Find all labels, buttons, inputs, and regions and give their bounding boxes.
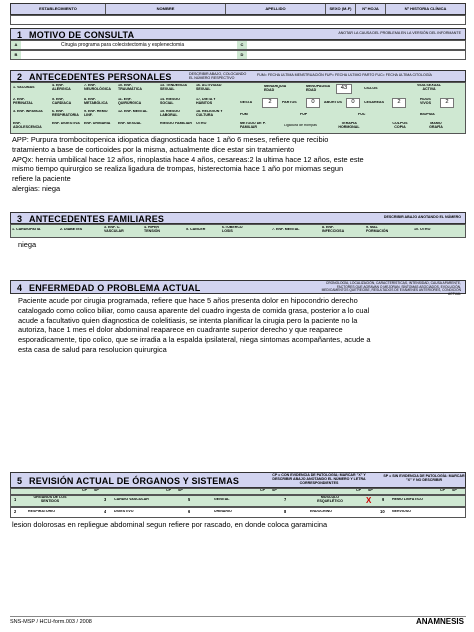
s2-text-line: tratamiento a base de corticoides por la misma, actualmente dice estar sin tratamiento [12, 144, 295, 154]
s3-number: 3 [17, 214, 23, 224]
s5-cp-label: CP [166, 489, 171, 492]
s3-item: 3. ENF. C. VASCULAR [104, 226, 124, 233]
col-nombre: NOMBRE [106, 4, 226, 14]
gyn-gestas-label: GESTA [240, 101, 253, 104]
s5-note-2: SP = SIN EVIDENCIA DE PATOLOGÍA: MARCAR "X" Y NO DESCRIBIR [383, 474, 465, 482]
s3-item: 10. OTRO [414, 228, 431, 231]
s5-note-1: CP = CON EVIDENCIA DE PATOLOGÍA: MARCAR "X" Y DESCRIBIR ABAJO ANOTANDO EL NÚMERO Y LETRA CORRESPONDIENTES [272, 473, 366, 485]
gyn-hijos-value[interactable]: 2 [440, 98, 454, 108]
s2-header [10, 70, 466, 82]
s5-item-name: GENITAL [214, 498, 230, 501]
s5-sp-label: SP [368, 489, 373, 492]
gyn-metodo-label: MÉTODO DE P. FAMILIAR [240, 122, 266, 129]
gyn-metodo-note[interactable]: Ligadura de trompas [284, 124, 317, 127]
s4-text-line: Paciente acude por cirugia programada, refiere que hace 5 años presenta dolor en hipocondrio derecho [18, 296, 358, 305]
s2-note-2: FUM= FECHA ULTIMA MENSTRUACIÓN FUP= FECHA ULTIMO PARTO FUC= FECHA ULTIMA CITOLOGÍA [257, 73, 432, 77]
s5-mark-x[interactable]: X [366, 496, 372, 505]
s5-item-num: 1 [14, 498, 17, 502]
s5-item-num: 9 [382, 498, 385, 502]
s5-cp-label: CP [356, 489, 361, 492]
s4-number: 4 [17, 283, 23, 293]
s2-r3c4: 12. ENF. MENTAL [118, 110, 148, 113]
col-hoja: Nº HOJA [356, 4, 386, 14]
s4-text-line: acude a facultativo quien diagnostica de colelitiasis, se intenta planificar la cirugia pero la paciente no la [18, 315, 358, 325]
gyn-menopausia-value[interactable]: 43 [336, 84, 352, 94]
s5-sp-label: SP [272, 489, 277, 492]
s1-row-a [10, 40, 466, 50]
footer-title: ANAMNESIS [415, 617, 464, 626]
s3-item: 5. CÁNCER [186, 228, 206, 231]
s5-cp-label: CP [260, 489, 265, 492]
gyn-abortos-value[interactable]: 0 [346, 98, 360, 108]
s4-text-line: autoriza, hace 1 mes el dolor abdominal reaparece en cuadrante superior derecho y que reaparece [18, 325, 343, 335]
footer-divider [10, 616, 466, 617]
s2-r1c2: 4. ENF. ALÉRGICA [52, 84, 71, 91]
s2-r4c4: ENF. SEXUAL [118, 122, 142, 125]
s5-colhead [10, 488, 466, 495]
s2-r4c6: OTRO [196, 122, 207, 125]
s2-r4c5: RIESGO FAMILIAR [160, 122, 192, 125]
s3-item: 7. ENF. MENTAL [272, 228, 300, 231]
s2-number: 2 [17, 72, 23, 82]
s1-title: MOTIVO DE CONSULTA [29, 30, 135, 40]
s2-r2c1: 2. ENF. PERINATAL [13, 98, 34, 105]
s4-text-line: esta casa de salud para resolucion quirurgica [18, 344, 167, 354]
s2-text-line: refiere la paciente [12, 174, 71, 184]
s2-r4c1: ENF. ADOLESCENCIA [13, 122, 42, 129]
col-sexo: SEXO (M-F) [326, 4, 356, 14]
s3-item: 1. CARDIOPATÍA [12, 228, 41, 231]
s3-item: 4. HIPER TENSIÓN [144, 226, 160, 233]
s2-r2c4: 11. ENF. QUIRÚRGICA [118, 98, 142, 105]
gyn-vida-sexual-label: VIDA SEXUAL ACTIVA [416, 84, 442, 91]
gyn-biopsia-label: BIOPSIA [420, 113, 435, 116]
s5-sp-label: SP [452, 489, 457, 492]
s1-row-a-value[interactable]: Cirugia programa para colecistectomia y esplenectomia [61, 42, 185, 48]
s5-item-num: 8 [284, 510, 287, 514]
footer-form-code: SNS-MSP / HCU-form.003 / 2008 [10, 619, 92, 625]
gyn-mamo-label: MAMO GRAFÍA [429, 122, 443, 129]
s1-row-b [10, 50, 466, 60]
s5-sp-label: SP [94, 489, 99, 492]
s5-cp-label: CP [82, 489, 87, 492]
s2-r2c6: 17. DIETA Y HÁBITOS [196, 98, 216, 105]
gyn-cesareas-value[interactable]: 2 [392, 98, 406, 108]
s2-text-line: APQx: hernia umbilical hace 12 años, rinoplastia hace 4 años, cesareas:2 la ultima hace 12 años, este este [12, 154, 364, 164]
s2-r2c2: 5. ENF. CARDÍACA [52, 98, 72, 105]
s5-title: REVISIÓN ACTUAL DE ÓRGANOS Y SISTEMAS [29, 476, 240, 486]
s2-r1c5: 13. TENDENCIA SEXUAL [160, 84, 187, 91]
col-establecimiento: ESTABLECIMIENTO [11, 4, 106, 14]
s5-item-num: 2 [14, 510, 17, 514]
s5-item-name: NERVIOSO [392, 510, 411, 513]
s2-text-line: APP: Purpura trombocitopenica idiopatica diagnosticada hace 1 año 6 meses, refiere que recibio [12, 135, 329, 144]
gyn-colpo-label: COLPOS COPIA [392, 122, 408, 129]
s5-item-name: RESPIRATORIO [28, 510, 56, 513]
s2-r3c1: 3. ENF. INFANCIA [13, 110, 43, 113]
s3-item: 8. ENF. INFECCIOSA [322, 226, 345, 233]
s3-note: DESCRIBIR ABAJO ANOTANDO EL NÚMERO [383, 215, 461, 219]
s5-number: 5 [17, 476, 23, 486]
s5-item-name: MÚSCULO ESQUELÉTICO [317, 496, 343, 503]
s2-r1c1: 1. VACUNAS [13, 86, 35, 89]
top-header [10, 3, 466, 15]
s4-note: CRONOLOGÍA, LOCALIZACIÓN, CARACTERÍSTICAS, INTENSIDAD, CAUSA APARENTE, FACTORES QUE AGRAVAN O MEJORAN, SÍNTOMAS ASOCIADOS, EVOLUCIÓN, MEDICAMENTOS QUE RECIBE, RESULTADOS DE EXÁMENES ANTERIORES, CONDICIÓN ACTUAL [321, 281, 461, 296]
gyn-partos-label: PARTOS [282, 101, 297, 104]
s5-item-name: CARDIO VASCULAR [114, 498, 149, 501]
s3-item: 9. MAL FORMACIÓN [366, 226, 389, 233]
s2-r4c3: ENF. URINARIA [84, 122, 111, 125]
s1-row-a-letter: A [11, 41, 21, 49]
s5-item-name: DIGESTIVO [114, 510, 134, 513]
s2-r3c2: 6. ENF. RESPIRATORIA [52, 110, 79, 117]
s4-text-line: catalogado como colico biliar, como causa aparente del cuadro ingesta de comida grasa, posterior a lo cual [18, 305, 370, 315]
s2-text-line: mismo tiempo quirurgico se realiza ligadura de trompas, histerectomia hace 1 año por miomas segun [12, 164, 344, 174]
s5-header [10, 472, 466, 488]
s2-r1c6: 16. ACTIVIDAD SEXUAL [196, 84, 222, 91]
s5-item-name: HEMO LINFÁTICO [392, 498, 423, 501]
s3-item: 2. DIABETES [60, 228, 83, 231]
s2-r1c3: 7. ENF. NEUROLÓGICA [84, 84, 111, 91]
s5-item-name: URINARIO [214, 510, 232, 513]
s3-item: 6.TUBERCU LOSIS [222, 226, 243, 233]
gyn-terapia-label: TERAPIA HORMONAL [338, 122, 360, 129]
s1-row-b-letter: B [11, 51, 21, 59]
gyn-partos-value[interactable]: 0 [306, 98, 320, 108]
s3-title: ANTECEDENTES FAMILIARES [29, 214, 165, 224]
s2-r1c4: 10. ENF. TRAUMÁTICA [118, 84, 142, 91]
s2-note-1: DESCRIBIR ABAJO, COLOCANDO EL NÚMERO RESPECTIVO [189, 72, 247, 80]
s4-text-line: esporadicamente, tipo colico, que se irradia a la espalda ipsilateral, niega sintomas acompañantes, acude a [18, 335, 371, 345]
s5-item-num: 7 [284, 498, 287, 502]
s5-text[interactable]: lesion dolorosas en repliegue abdominal segun refiere por rascado, en donde coloca garamicina [12, 520, 328, 529]
s2-r2c3: 8. ENF. METABÓLICA [84, 98, 108, 105]
s1-row-b-right: D [237, 51, 247, 59]
gyn-fum-label: FUM [240, 113, 248, 116]
gyn-menarquia-label: MENARQUIA EDAD [264, 85, 287, 92]
s2-text[interactable] [12, 135, 466, 194]
s2-r2c5: 14. RIESGO SOCIAL [160, 98, 180, 105]
gyn-hijos-label: HIJOS VIVOS [420, 98, 431, 105]
gyn-fup-label: FUP [300, 113, 308, 116]
s5-sp-label: SP [178, 489, 183, 492]
col-historia: Nº HISTORIA CLÍNICA [404, 6, 447, 11]
s5-item-name: ÓRGANOS DE LOS SENTIDOS [33, 496, 67, 503]
s2-r4c2: ENF. DIGESTIVA [52, 122, 80, 125]
s2-r3c5: 15. RIESGO LABORAL [160, 110, 180, 117]
top-header-values [10, 15, 466, 25]
gyn-ciclos-label: CICLOS [364, 87, 378, 90]
s1-note: ANOTAR LA CAUSA DEL PROBLEMA EN LA VERSIÓN DEL INFORMANTE [338, 31, 461, 35]
gyn-gestas-value[interactable]: 2 [262, 98, 278, 108]
s3-text[interactable]: niega [18, 240, 37, 249]
s4-title: ENFERMEDAD O PROBLEMA ACTUAL [29, 283, 201, 293]
gyn-cesareas-label: CESÁREAS [364, 101, 384, 104]
gyn-abortos-label: ABORTOS [324, 101, 342, 104]
s4-header [10, 280, 466, 294]
s2-title: ANTECEDENTES PERSONALES [29, 72, 172, 82]
s3-header [10, 212, 466, 224]
s5-item-num: 10 [380, 510, 385, 514]
s5-item-num: 3 [104, 498, 107, 502]
s4-text[interactable] [18, 296, 466, 355]
s1-row-a-right: C [237, 41, 247, 49]
s2-r3c3: 9. ENF. HEMO LINF. [84, 110, 108, 117]
s5-item-num: 4 [104, 510, 107, 514]
s2-text-line: alergias: niega [12, 183, 61, 193]
gyn-fuc-label: FUC [358, 113, 366, 116]
gyn-menopausia-label: MENOPAUSIA EDAD [306, 85, 330, 92]
s5-item-num: 6 [188, 510, 191, 514]
col-apellido: APELLIDO [226, 4, 326, 14]
s1-number: 1 [17, 30, 23, 40]
s5-cp-label: CP [440, 489, 445, 492]
s5-item-name: ENDOCRINO [310, 510, 332, 513]
s2-r3c6: 18. RELIGIÓN Y CULTURA [196, 110, 223, 117]
s5-item-num: 5 [188, 498, 191, 502]
s1-header [10, 28, 466, 40]
